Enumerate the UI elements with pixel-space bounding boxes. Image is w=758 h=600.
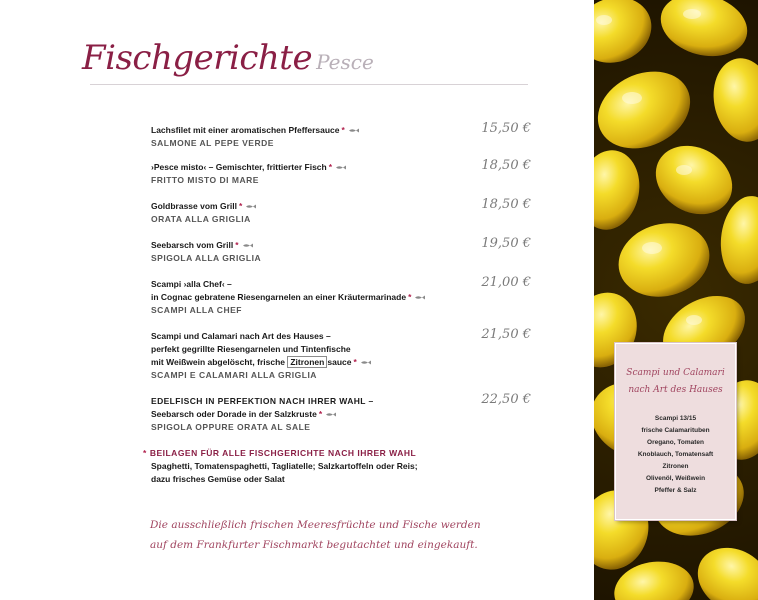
footer-line: auf dem Frankfurter Fischmarkt begutachtet und eingekauft. bbox=[150, 539, 478, 551]
recipe-card-title-line: Scampi und Calamari bbox=[626, 368, 725, 378]
item-price: 15,50 € bbox=[481, 121, 531, 136]
star-mark: * bbox=[238, 201, 243, 211]
star-mark: * bbox=[341, 125, 345, 135]
item-description bbox=[151, 291, 531, 304]
ingredient: Scampi 13/15 bbox=[654, 415, 697, 422]
item-description-text: mit Weißwein abgelöscht, frische bbox=[151, 357, 285, 367]
item-italian-name: ORATA ALLA GRIGLIA bbox=[151, 214, 251, 224]
item-name-text: ›Pesce misto‹ – Gemischter, frittierter Fisch bbox=[151, 162, 327, 172]
item-name bbox=[151, 124, 531, 137]
recipe-card-title-line: nach Art des Hauses bbox=[628, 385, 723, 395]
side-dishes-heading-text: BEILAGEN FÜR ALLE FISCHGERICHTE NACH IHRER WAHL bbox=[149, 448, 417, 458]
fish-icon bbox=[348, 128, 359, 133]
ingredient: frische Calamarituben bbox=[641, 427, 710, 434]
item-italian-name: SCAMPI E CALAMARI ALLA GRIGLIA bbox=[151, 370, 317, 380]
item-name-text: Goldbrasse vom Grill bbox=[151, 201, 237, 211]
page-subtitle: Pesce bbox=[316, 50, 374, 74]
item-name bbox=[151, 239, 531, 252]
item-description bbox=[151, 356, 531, 369]
item-name: Scampi ›alla Chef‹ – bbox=[151, 279, 232, 289]
recipe-card-ingredients bbox=[616, 413, 735, 497]
item-italian-name: SCAMPI ALLA CHEF bbox=[151, 305, 242, 315]
fish-icon bbox=[242, 243, 253, 248]
item-price: 19,50 € bbox=[481, 236, 531, 251]
ingredient: Knoblauch, Tomatensaft bbox=[637, 451, 714, 458]
menu-item bbox=[151, 236, 531, 265]
footer-line: Die ausschließlich frischen Meeresfrüchte und Fische werden bbox=[150, 519, 481, 531]
menu-item bbox=[151, 392, 531, 434]
fish-icon bbox=[360, 360, 371, 365]
item-name bbox=[151, 200, 531, 213]
item-name-text: Seebarsch vom Grill bbox=[151, 240, 234, 250]
heading-rule bbox=[90, 84, 528, 85]
page-heading bbox=[82, 38, 374, 78]
item-name-text: Lachsfilet mit einer aromatischen Pfeffersauce bbox=[151, 125, 340, 135]
item-name: EDELFISCH IN PERFEKTION NACH IHRER WAHL – bbox=[151, 396, 374, 406]
side-dishes-line: Spaghetti, Tomatenspaghetti, Tagliatelle; Salzkartoffeln oder Reis; bbox=[151, 461, 418, 471]
side-dishes-line: dazu frisches Gemüse oder Salat bbox=[151, 474, 285, 484]
item-name: Scampi und Calamari nach Art des Hauses – bbox=[151, 331, 331, 341]
fish-icon bbox=[414, 295, 425, 300]
item-italian-name: SALMONE AL PEPE VERDE bbox=[151, 138, 274, 148]
ingredient: Oregano, Tomaten bbox=[647, 439, 704, 446]
item-name bbox=[151, 161, 531, 174]
menu-item bbox=[151, 197, 531, 226]
menu-item bbox=[151, 121, 531, 150]
item-price: 18,50 € bbox=[481, 158, 531, 173]
page-title: Fischgerichte bbox=[82, 38, 313, 78]
item-description-text: Seebarsch oder Dorade in der Salzkruste bbox=[151, 409, 317, 419]
ingredient: Olivenöl, Weißwein bbox=[645, 475, 706, 482]
recipe-card bbox=[615, 343, 736, 520]
item-italian-name: SPIGOLA OPPURE ORATA AL SALE bbox=[151, 422, 311, 432]
item-description-text: in Cognac gebratene Riesengarnelen an einer Kräutermarinade bbox=[151, 292, 407, 302]
side-dishes-heading bbox=[143, 447, 563, 460]
item-description-tail: sauce bbox=[327, 357, 352, 367]
star-mark: * bbox=[235, 240, 239, 250]
fish-icon bbox=[325, 412, 336, 417]
recipe-card-title bbox=[616, 365, 735, 399]
item-description: perfekt gegrillte Riesengarnelen und Tintenfische bbox=[151, 344, 351, 354]
item-price: 21,50 € bbox=[481, 327, 531, 342]
item-price: 18,50 € bbox=[481, 197, 531, 212]
star-mark: * bbox=[328, 162, 333, 172]
star-mark: * bbox=[143, 448, 147, 458]
menu-item bbox=[151, 158, 531, 187]
item-price: 22,50 € bbox=[481, 392, 531, 407]
ingredient: Zitronen bbox=[662, 463, 689, 470]
side-dishes bbox=[143, 447, 563, 486]
item-description bbox=[151, 408, 531, 421]
item-price: 21,00 € bbox=[481, 275, 531, 290]
item-italian-name: FRITTO MISTO DI MARE bbox=[151, 175, 259, 185]
star-mark: * bbox=[318, 409, 323, 419]
fish-icon bbox=[245, 204, 256, 209]
footer-note bbox=[150, 515, 481, 555]
ingredient: Pfeffer & Salz bbox=[654, 487, 697, 494]
star-mark: * bbox=[408, 292, 412, 302]
menu-item bbox=[151, 327, 531, 382]
menu-item bbox=[151, 275, 531, 317]
star-mark: * bbox=[353, 357, 357, 367]
fish-icon bbox=[335, 165, 346, 170]
highlighted-word: Zitronen bbox=[287, 356, 327, 368]
item-italian-name: SPIGOLA ALLA GRIGLIA bbox=[151, 253, 262, 263]
